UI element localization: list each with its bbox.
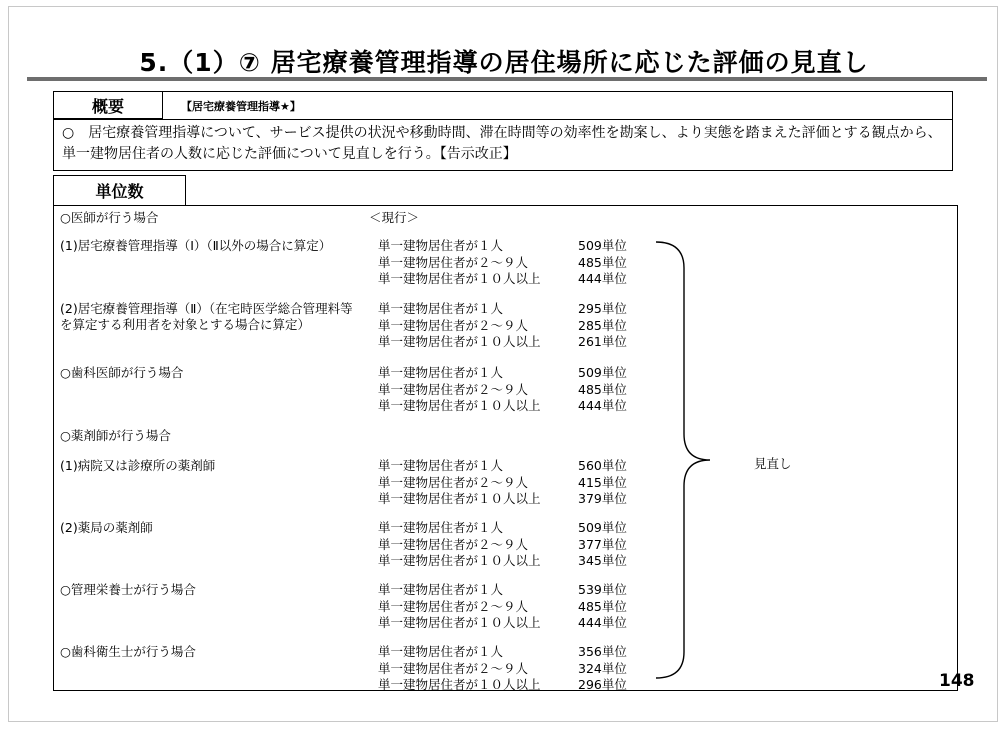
table-row: 単一建物居住者が２～９人 485単位 <box>378 381 627 397</box>
summary-body: ○ 居宅療養管理指導について、サービス提供の状況や移動時間、滞在時間等の効率性を勘案し、より実態を踏まえた評価とする観点から、単一建物居住者の人数に応じた評価について見直しを行う。【告示改正】 <box>53 119 953 171</box>
rows-group-6 <box>378 582 648 632</box>
rows-group-4 <box>378 458 648 508</box>
table-row: 単一建物居住者が２～９人 377単位 <box>378 536 627 552</box>
slide <box>8 6 998 722</box>
table-row: 単一建物居住者が１０人以上 444単位 <box>378 271 627 286</box>
table-row: 単一建物居住者が１人 539単位 <box>378 582 627 597</box>
right-brace-icon <box>654 238 714 682</box>
table-row: 単一建物居住者が１人 356単位 <box>378 644 627 659</box>
category-dietitian: ○管理栄養士が行う場合 <box>60 582 196 597</box>
subcategory-pharmacist-1: (1)病院又は診療所の薬剤師 <box>60 458 216 473</box>
rows-group-7 <box>378 644 648 694</box>
table-row: 単一建物居住者が１人 509単位 <box>378 238 627 253</box>
category-dental-hygienist: ○歯科衛生士が行う場合 <box>60 644 196 659</box>
summary-subtitle: 【居宅療養管理指導★】 <box>163 91 953 119</box>
current-label: ＜現行＞ <box>369 210 420 225</box>
rows-group-2 <box>378 301 648 351</box>
table-row: 単一建物居住者が１人 509単位 <box>378 520 627 535</box>
units-tab: 単位数 <box>53 175 186 205</box>
table-row: 単一建物居住者が１０人以上 444単位 <box>378 398 627 413</box>
table-row: 単一建物居住者が１０人以上 379単位 <box>378 491 627 506</box>
table-row: 単一建物居住者が１０人以上 444単位 <box>378 615 627 630</box>
rows-group-3 <box>378 365 648 415</box>
table-row: 単一建物居住者が２～９人 285単位 <box>378 317 627 333</box>
subcategory-pharmacist-2: (2)薬局の薬剤師 <box>60 520 153 535</box>
review-label: 見直し <box>754 456 792 471</box>
page-number: 148 <box>939 671 975 691</box>
page-title: 5.（1）⑦ 居宅療養管理指導の居住場所に応じた評価の見直し <box>139 48 869 77</box>
table-row: 単一建物居住者が１０人以上 296単位 <box>378 677 627 692</box>
category-pharmacist: ○薬剤師が行う場合 <box>60 428 171 443</box>
subcategory-doctor-1: (1)居宅療養管理指導（Ⅰ）（Ⅱ以外の場合に算定） <box>60 238 332 253</box>
table-row: 単一建物居住者が２～９人 485単位 <box>378 598 627 614</box>
category-doctor: ○医師が行う場合 <box>60 210 159 225</box>
category-dentist: ○歯科医師が行う場合 <box>60 365 184 380</box>
summary-tab: 概要 <box>53 91 163 119</box>
table-row: 単一建物居住者が１人 295単位 <box>378 301 627 316</box>
table-row: 単一建物居住者が１人 560単位 <box>378 458 627 473</box>
title-underline <box>27 77 987 81</box>
units-table <box>53 205 958 691</box>
table-row: 単一建物居住者が２～９人 324単位 <box>378 660 627 676</box>
table-row: 単一建物居住者が２～９人 485単位 <box>378 254 627 270</box>
table-row: 単一建物居住者が１０人以上 345単位 <box>378 553 627 568</box>
rows-group-1 <box>378 238 648 288</box>
table-row: 単一建物居住者が１人 509単位 <box>378 365 627 380</box>
table-row: 単一建物居住者が２～９人 415単位 <box>378 474 627 490</box>
subcategory-doctor-2: (2)居宅療養管理指導（Ⅱ）（在宅時医学総合管理料等を算定する利用者を対象とする場合に算定） <box>60 301 353 332</box>
table-row: 単一建物居住者が１０人以上 261単位 <box>378 334 627 349</box>
rows-group-5 <box>378 520 648 570</box>
